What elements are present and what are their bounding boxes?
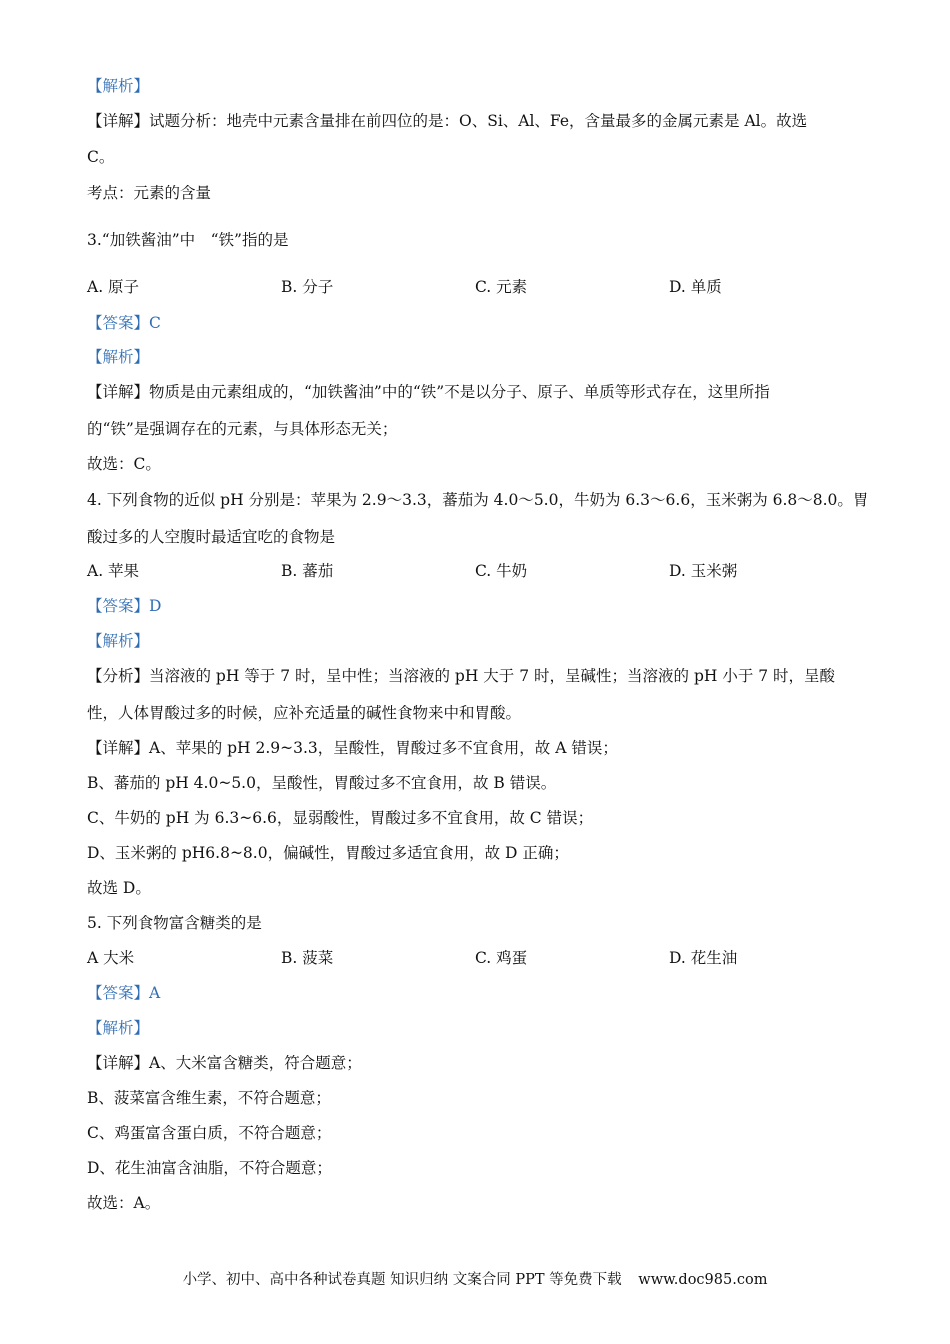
footer-text: 小学、初中、高中各种试卷真题 知识归纳 文案合同 PPT 等免费下载 — [182, 1272, 622, 1288]
q4-option-b: B. 蕃茄 — [281, 562, 334, 580]
page-footer — [0, 1270, 950, 1290]
q4-detail-d: D、玉米粥的 pH6.8~8.0，偏碱性，胃酸过多适宜食用，故 D 正确； — [87, 844, 569, 862]
q5-option-d: D. 花生油 — [669, 949, 738, 967]
q3-option-a: A. 原子 — [87, 278, 140, 296]
q4-detail-b: B、蕃茄的 pH 4.0~5.0，呈酸性，胃酸过多不宜食用，故 B 错误。 — [87, 774, 557, 792]
q2-jiexi-label: 【解析】 — [87, 77, 150, 95]
q5-detail-b: B、菠菜富含维生素，不符合题意； — [87, 1089, 331, 1107]
q4-detail-a: 【详解】A、苹果的 pH 2.9~3.3，呈酸性，胃酸过多不宜食用，故 A 错误； — [87, 739, 618, 757]
q4-detail-c: C、牛奶的 pH 为 6.3~6.6，显弱酸性，胃酸过多不宜食用，故 C 错误； — [87, 809, 594, 827]
q3-option-d: D. 单质 — [669, 278, 722, 296]
q5-stem: 5. 下列食物富含糖类的是 — [87, 914, 262, 932]
q5-answer — [87, 983, 160, 1003]
q4-option-a: A. 苹果 — [87, 562, 140, 580]
q3-answer — [87, 313, 161, 333]
q5-detail-c: C、鸡蛋富含蛋白质，不符合题意； — [87, 1124, 332, 1142]
q3-option-b: B. 分子 — [281, 278, 334, 296]
q2-detail-line-2: C。 — [87, 148, 115, 166]
q2-detail-line-1: 【详解】试题分析：地壳中元素含量排在前四位的是：O、Si、Al、Fe，含量最多的金属元素是 Al。故选 — [87, 112, 808, 130]
q5-jiexi-label: 【解析】 — [87, 1019, 150, 1037]
q3-jiexi-label: 【解析】 — [87, 348, 150, 366]
q4-option-c: C. 牛奶 — [475, 562, 528, 580]
footer-link[interactable]: www.doc985.com — [638, 1272, 768, 1288]
q5-option-b: B. 菠菜 — [281, 949, 334, 967]
q5-option-a: A 大米 — [87, 949, 135, 967]
q4-answer — [87, 596, 161, 616]
q3-detail-line-1: 【详解】物质是由元素组成的，“加铁酱油”中的“铁”不是以分子、原子、单质等形式存在，这里所指 — [87, 383, 770, 401]
q4-stem-line-1: 4. 下列食物的近似 pH 分别是：苹果为 2.9～3.3，蕃茄为 4.0～5.0，牛奶为 6.3～6.6，玉米粥为 6.8～8.0。胃 — [87, 491, 869, 509]
q2-kaodian: 考点：元素的含量 — [87, 184, 212, 202]
q5-answer-text: 【答案】A — [87, 984, 161, 1002]
q3-answer-text: 【答案】C — [87, 314, 161, 332]
q3-stem: 3.“加铁酱油”中 “铁”指的是 — [87, 231, 289, 249]
q4-option-d: D. 玉米粥 — [669, 562, 738, 580]
q3-conclusion: 故选：C。 — [87, 455, 161, 473]
q3-option-c: C. 元素 — [475, 278, 528, 296]
q4-analysis-line-2: 性，人体胃酸过多的时候，应补充适量的碱性食物来中和胃酸。 — [87, 704, 522, 722]
q4-conclusion: 故选 D。 — [87, 879, 151, 897]
q4-jiexi-label: 【解析】 — [87, 632, 150, 650]
q3-detail-line-2: 的“铁”是强调存在的元素，与具体形态无关； — [87, 420, 398, 438]
q5-conclusion: 故选：A。 — [87, 1194, 161, 1212]
q4-analysis-line-1: 【分析】当溶液的 pH 等于 7 时，呈中性；当溶液的 pH 大于 7 时，呈碱性；当溶液的 pH 小于 7 时，呈酸 — [87, 667, 836, 685]
q4-answer-text: 【答案】D — [87, 597, 162, 615]
q5-option-c: C. 鸡蛋 — [475, 949, 528, 967]
q5-detail-d: D、花生油富含油脂，不符合题意； — [87, 1159, 332, 1177]
q4-stem-line-2: 酸过多的人空腹时最适宜吃的食物是 — [87, 528, 336, 546]
q5-detail-a: 【详解】A、大米富含糖类，符合题意； — [87, 1054, 362, 1072]
